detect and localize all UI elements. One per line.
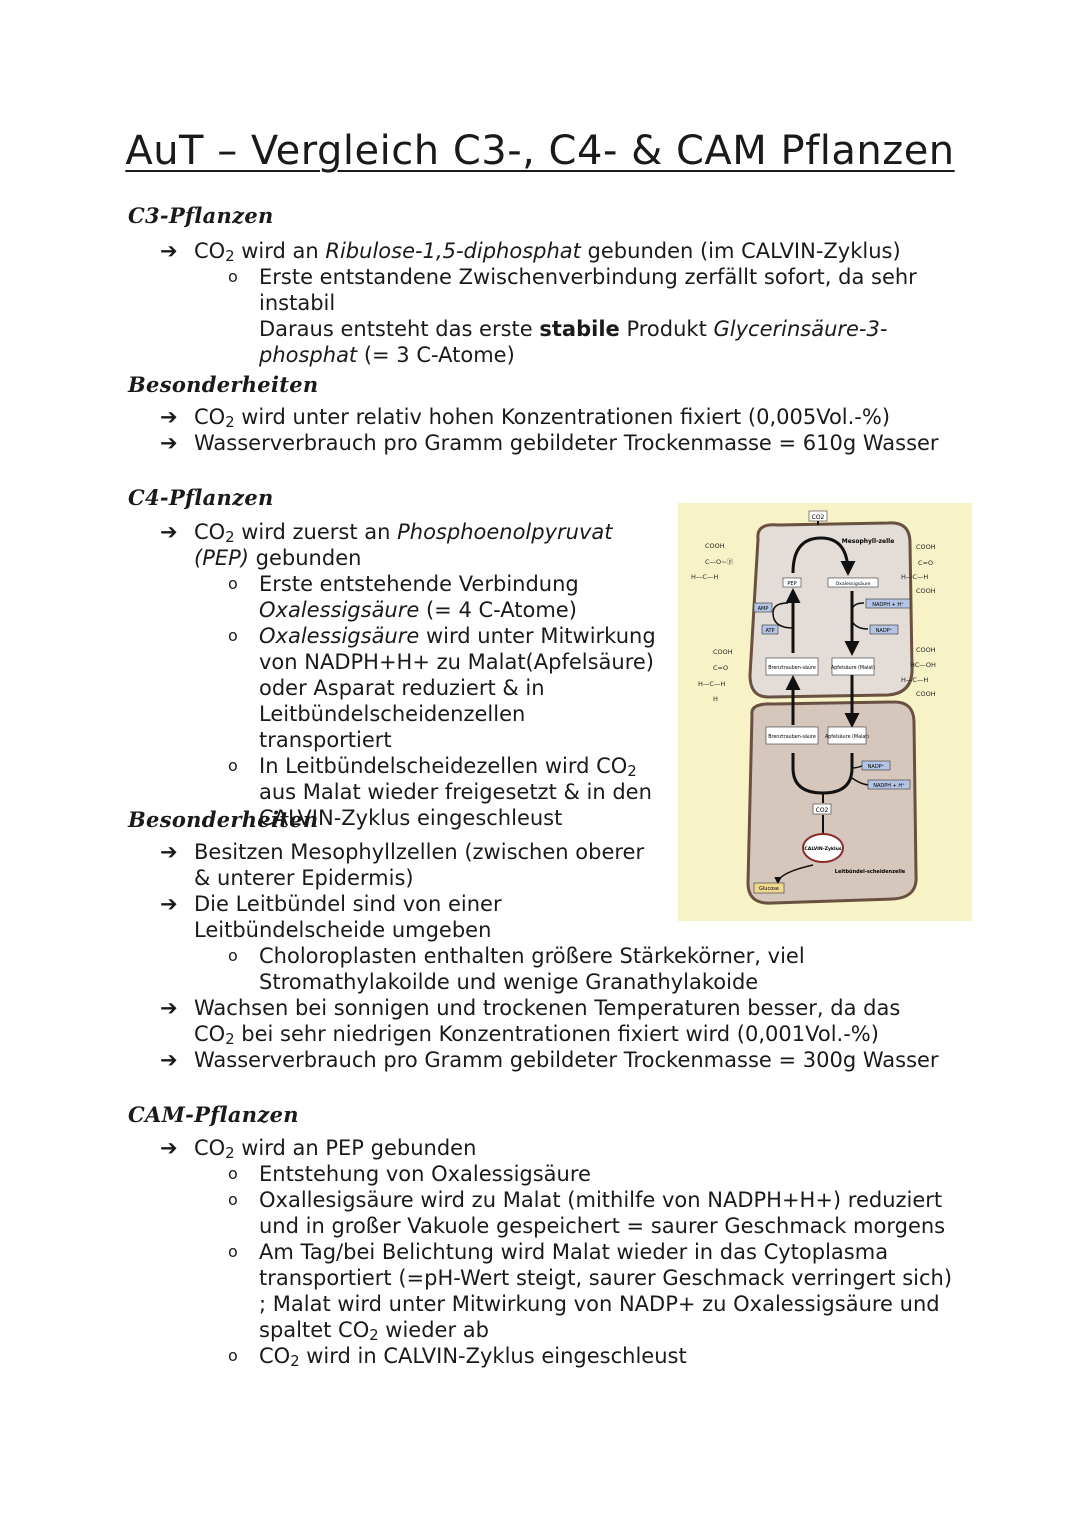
cam-sub-4: o $CO_2$ wird in CALVIN-Zyklus eingeschleust bbox=[228, 1344, 687, 1370]
c4-pathway-diagram bbox=[678, 503, 972, 921]
arrow-icon: ➔ bbox=[160, 840, 178, 864]
bullet-icon: o bbox=[228, 1242, 238, 1261]
c4-point-1: ➔ $CO_2$ wird zuerst an Phosphoenolpyruvat (PEP) gebunden bbox=[160, 520, 613, 570]
bullet-icon: o bbox=[228, 756, 238, 775]
arrow-icon: ➔ bbox=[160, 239, 178, 263]
c3-special-heading: Besonderheiten bbox=[128, 372, 319, 397]
c4-block bbox=[160, 519, 664, 831]
arrow-icon: ➔ bbox=[160, 520, 178, 544]
nadph2-label: NADPH + H⁺ bbox=[873, 783, 905, 789]
co2-mid-label: CO2 bbox=[815, 807, 829, 814]
brenz1-label: Brenztrauben-säure bbox=[768, 666, 816, 671]
apfel1-label: Apfelsäure (Malat) bbox=[830, 666, 876, 671]
f2-0: COOH bbox=[916, 543, 936, 551]
c4-special-heading: Besonderheiten bbox=[128, 807, 319, 832]
c3-block bbox=[160, 238, 959, 368]
c4-sub-1: o Erste entstehende Verbindung Oxalessigsäure (= 4 C-Atome) bbox=[228, 572, 579, 622]
co2-top-label: CO2 bbox=[811, 514, 825, 521]
bullet-icon: o bbox=[228, 1164, 238, 1183]
amp-label: AMP bbox=[757, 606, 769, 612]
cam-sub-3: o Am Tag/bei Belichtung wird Malat wieder in das Cytoplasma transportiert (=pH-Wert steigt, saurer Geschmack verringert sich) ; Malat wird unter Mitwirkung von NADP+ zu Oxalessigsäure und spaltet $CO_2$ wieder ab bbox=[228, 1240, 953, 1344]
c3-special-block bbox=[160, 404, 939, 456]
arrow-icon: ➔ bbox=[160, 892, 178, 916]
c3-point-1: ➔ $CO_2$ wird an Ribulose-1,5-diphosphat gebunden (im CALVIN-Zyklus) bbox=[160, 239, 901, 265]
arrow-icon: ➔ bbox=[160, 1048, 178, 1072]
oxalessig-label: Oxalessigsäure bbox=[835, 582, 871, 587]
c4-sub-2: o Oxalessigsäure wird unter Mitwirkung von NADPH+H+ zu Malat(Apfelsäure) oder Asparat reduziert & in Leitbündelscheidenzellen transportiert bbox=[228, 624, 656, 752]
atp-label: ATP bbox=[765, 628, 775, 634]
bullet-icon: o bbox=[228, 1190, 238, 1209]
c4-special-1: ➔ Besitzen Mesophyllzellen (zwischen oberer & unterer Epidermis) bbox=[160, 840, 645, 890]
mesophyll-label: Mesophyll-zelle bbox=[841, 538, 895, 545]
f3-1: C=O bbox=[713, 664, 729, 672]
f4-3: COOH bbox=[916, 690, 936, 698]
f4-2: H—C—H bbox=[901, 676, 929, 684]
cam-sub-2: o Oxallesigsäure wird zu Malat (mithilfe von NADPH+H+) reduziert und in großer Vakuole gespeichert = saurer Geschmack morgens bbox=[228, 1188, 946, 1238]
brenz2-label: Brenztrauben-säure bbox=[768, 735, 816, 740]
cam-point-1: ➔ $CO_2$ wird an PEP gebunden bbox=[160, 1136, 477, 1162]
nadph1-label: NADPH + H⁺ bbox=[872, 602, 904, 608]
nadp2-label: NADP⁺ bbox=[867, 764, 885, 770]
c3-sub-2: Daraus entsteht das erste stabile Produkt Glycerinsäure-3-phosphat (= 3 C-Atome) bbox=[259, 317, 888, 367]
arrow-icon: ➔ bbox=[160, 405, 178, 429]
cam-heading: CAM-Pflanzen bbox=[128, 1102, 299, 1127]
c4-special-2-sub: o Choloroplasten enthalten größere Stärkekörner, viel Stromathylakoilde und wenige Granathylakoide bbox=[228, 944, 805, 994]
cam-sub-1: o Entstehung von Oxalessigsäure bbox=[228, 1162, 591, 1186]
nadp1-label: NADP⁺ bbox=[875, 628, 893, 634]
arrow-icon: ➔ bbox=[160, 996, 178, 1020]
f1-2: H—C—H bbox=[691, 573, 719, 581]
pep-label: PEP bbox=[787, 581, 797, 587]
calvin-label: CALVIN-Zyklus bbox=[804, 847, 842, 852]
f1-1: C—O~ⓟ bbox=[705, 558, 734, 566]
f1-0: COOH bbox=[705, 542, 725, 550]
c3-heading: C3-Pflanzen bbox=[128, 203, 274, 228]
bullet-icon: o bbox=[228, 574, 238, 593]
c3-special-2: ➔ Wasserverbrauch pro Gramm gebildeter Trockenmasse = 610g Wasser bbox=[160, 431, 939, 455]
arrow-icon: ➔ bbox=[160, 431, 178, 455]
f4-1: HC—OH bbox=[910, 661, 936, 669]
c3-special-1: ➔ $CO_2$ wird unter relativ hohen Konzentrationen fixiert (0,005Vol.-%) bbox=[160, 405, 891, 431]
c4-heading: C4-Pflanzen bbox=[128, 485, 274, 510]
f2-3: COOH bbox=[916, 587, 936, 595]
f2-2: H—C—H bbox=[901, 573, 929, 581]
apfel2-label: Apfelsäure (Malat) bbox=[824, 735, 870, 740]
arrow-icon: ➔ bbox=[160, 1136, 178, 1160]
f4-0: COOH bbox=[916, 646, 936, 654]
f3-0: COOH bbox=[713, 648, 733, 656]
page-title: AuT – Vergleich C3-, C4- & CAM Pflanzen bbox=[125, 128, 955, 174]
bullet-icon: o bbox=[228, 626, 238, 645]
c3-sub-1: o Erste entstandene Zwischenverbindung zerfällt sofort, da sehr instabil bbox=[228, 265, 917, 315]
c4-sub-3: o In Leitbündelscheidezellen wird $CO_2$ aus Malat wieder freigesetzt & in den CALVIN-Zyklus eingeschleust bbox=[228, 754, 652, 830]
leit-label: Leitbündel-scheidenzelle bbox=[834, 869, 906, 875]
bullet-icon: o bbox=[228, 1346, 238, 1365]
bullet-icon: o bbox=[228, 267, 238, 286]
c4-special-2: ➔ Die Leitbündel sind von einer Leitbündelscheide umgeben bbox=[160, 892, 502, 942]
f3-2: H—C—H bbox=[698, 680, 726, 688]
f3-3: H bbox=[713, 695, 718, 703]
cam-block bbox=[160, 1135, 959, 1369]
c4-special-4: ➔ Wasserverbrauch pro Gramm gebildeter Trockenmasse = 300g Wasser bbox=[160, 1048, 939, 1072]
c4-special-3: ➔ Wachsen bei sonnigen und trockenen Temperaturen besser, da das $CO_2$ bei sehr niedrigen Konzentrationen fixiert wird (0,001Vol.-%) bbox=[160, 996, 901, 1048]
bullet-icon: o bbox=[228, 946, 238, 965]
glucose-label: Glucose bbox=[759, 886, 779, 892]
f2-1: C=O bbox=[918, 559, 934, 567]
